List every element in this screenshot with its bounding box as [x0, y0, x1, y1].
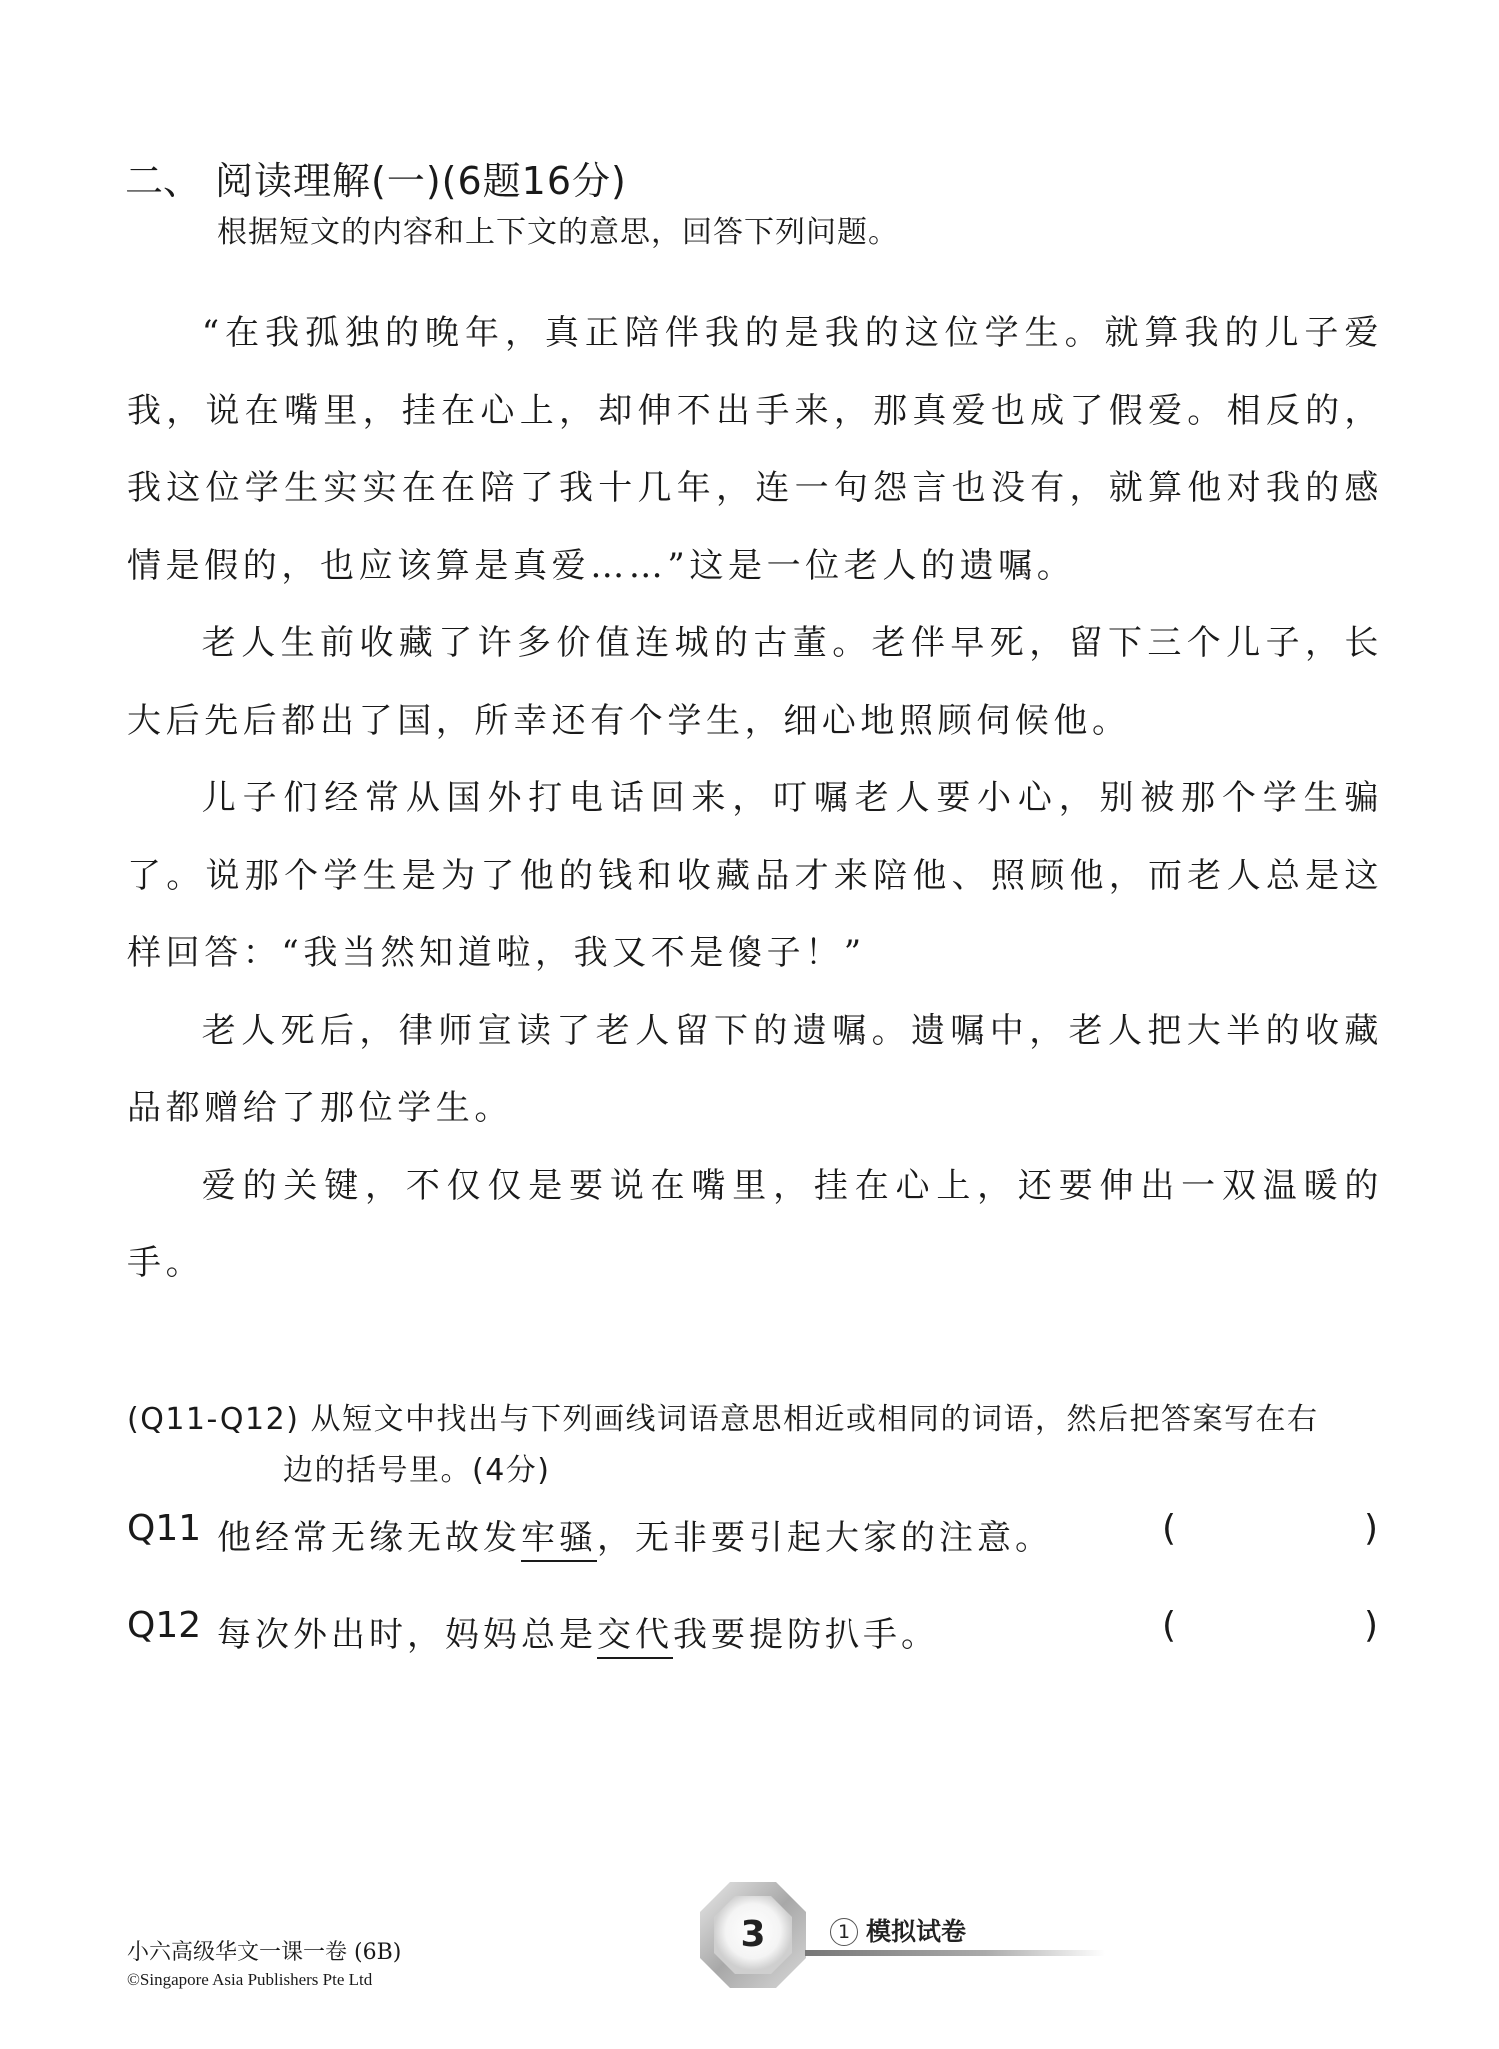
question-text-before: 每次外出时，妈妈总是 — [217, 1615, 597, 1655]
passage-paragraph: 爱的关键，不仅仅是要说在嘴里，挂在心上，还要伸出一双温暖的手。 — [127, 1165, 1383, 1283]
book-title: 小六高级华文一课一卷 (6B) — [127, 1940, 402, 1965]
answer-field-q11[interactable] — [1187, 1512, 1357, 1554]
page-number: 3 — [740, 1914, 766, 1955]
paper-label: 模拟试卷 — [866, 1917, 967, 1946]
section-title: 阅读理解(一)(6题16分) — [215, 159, 627, 203]
question-text — [217, 1607, 939, 1656]
question-q11 — [127, 1508, 1387, 1558]
section-instruction: 根据短文的内容和上下文的意思，回答下列问题。 — [217, 215, 899, 250]
paren-close: ) — [1364, 1508, 1379, 1549]
questions-instruction: (Q11-Q12) 从短文中找出与下列画线词语意思相近或相同的词语，然后把答案写在右 — [127, 1402, 1319, 1437]
section-number: 二、 — [125, 159, 202, 203]
question-number: Q11 — [127, 1508, 202, 1549]
answer-field-q12[interactable] — [1187, 1609, 1357, 1651]
question-number: Q12 — [127, 1605, 202, 1646]
paper-index: 1 — [830, 1918, 858, 1946]
question-text-after: 我要提防扒手。 — [673, 1615, 939, 1655]
question-text-before: 他经常无缘无故发 — [217, 1518, 521, 1558]
copyright: ©Singapore Asia Publishers Pte Ltd — [127, 1970, 373, 1989]
passage-paragraph: 儿子们经常从国外打电话回来，叮嘱老人要小心，别被那个学生骗了。说那个学生是为了他的钱和收藏品才来陪他、照顾他，而老人总是这样回答：“我当然知道啦，我又不是傻子！” — [127, 778, 1383, 973]
paren-close: ) — [1364, 1605, 1379, 1646]
tag-underline-bar — [805, 1950, 1105, 1956]
question-text-after: ，无非要引起大家的注意。 — [597, 1518, 1053, 1558]
question-text — [217, 1510, 1053, 1559]
passage-paragraph: 老人生前收藏了许多价值连城的古董。老伴早死，留下三个儿子，长大后先后都出了国，所幸还有个学生，细心地照顾伺候他。 — [127, 623, 1383, 741]
paren-open: ( — [1162, 1605, 1177, 1646]
reading-passage — [127, 295, 1383, 1303]
underlined-word: 牢骚 — [521, 1518, 597, 1562]
passage-paragraph: “在我孤独的晚年，真正陪伴我的是我的这位学生。就算我的儿子爱我，说在嘴里，挂在心上，却伸不出手来，那真爱也成了假爱。相反的，我这位学生实实在在陪了我十几年，连一句怨言也没有，就算他对我的感情是假的，也应该算是真爱……”这是一位老人的遗嘱。 — [127, 313, 1383, 586]
underlined-word: 交代 — [597, 1615, 673, 1659]
paper-tag — [830, 1912, 966, 1948]
paren-open: ( — [1162, 1508, 1177, 1549]
passage-paragraph: 老人死后，律师宣读了老人留下的遗嘱。遗嘱中，老人把大半的收藏品都赠给了那位学生。 — [127, 1010, 1383, 1128]
question-q12 — [127, 1605, 1387, 1655]
page-number-badge — [698, 1880, 808, 1990]
questions-instruction-cont: 边的括号里。(4分) — [283, 1453, 551, 1488]
